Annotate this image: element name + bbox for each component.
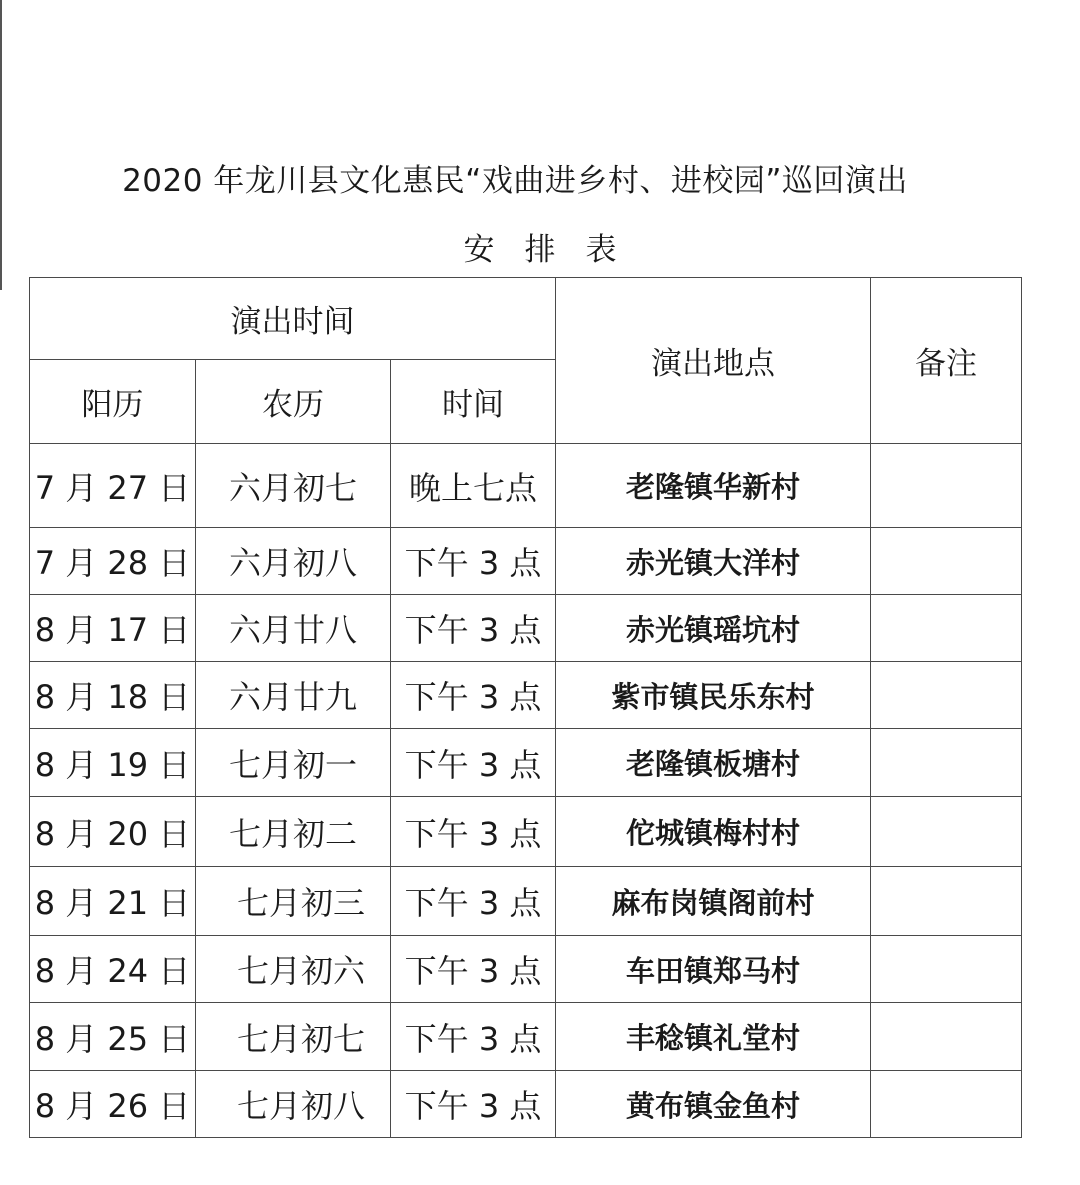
cell-solar-date: 8 月 26 日 [30, 1071, 196, 1138]
table-row [30, 444, 1022, 528]
cell-solar-date: 8 月 19 日 [30, 729, 196, 797]
table-row [30, 1071, 1022, 1138]
header-row-group [30, 278, 1022, 360]
table-row [30, 528, 1022, 595]
table-row [30, 867, 1022, 936]
cell-lunar-date: 六月廿八 [196, 595, 391, 662]
cell-lunar-date: 七月初三 [196, 867, 391, 936]
cell-place: 麻布岗镇阁前村 [556, 867, 871, 936]
cell-place: 黄布镇金鱼村 [556, 1071, 871, 1138]
cell-place: 紫市镇民乐东村 [556, 662, 871, 729]
cell-time: 下午 3 点 [391, 936, 556, 1003]
cell-place: 佗城镇梅村村 [556, 797, 871, 867]
cell-remarks [871, 528, 1022, 595]
cell-lunar-date: 七月初一 [196, 729, 391, 797]
cell-time: 下午 3 点 [391, 1071, 556, 1138]
cell-place: 老隆镇华新村 [556, 444, 871, 528]
cell-lunar-date: 七月初七 [196, 1003, 391, 1071]
header-solar-date: 阳历 [30, 360, 196, 444]
schedule-table [29, 277, 1022, 1138]
cell-time: 晚上七点 [391, 444, 556, 528]
document-title: 2020 年龙川县文化惠民“戏曲进乡村、进校园”巡回演出 [122, 163, 908, 199]
cell-time: 下午 3 点 [391, 528, 556, 595]
header-lunar-date: 农历 [196, 360, 391, 444]
cell-lunar-date: 六月初八 [196, 528, 391, 595]
cell-remarks [871, 595, 1022, 662]
cell-place: 老隆镇板塘村 [556, 729, 871, 797]
cell-lunar-date: 七月初二 [196, 797, 391, 867]
cell-remarks [871, 729, 1022, 797]
table-row [30, 662, 1022, 729]
cell-lunar-date: 七月初六 [196, 936, 391, 1003]
header-performance-time: 演出时间 [30, 278, 556, 360]
table-row [30, 595, 1022, 662]
cell-solar-date: 8 月 24 日 [30, 936, 196, 1003]
document-subtitle: 安排表 [463, 232, 647, 268]
cell-lunar-date: 七月初八 [196, 1071, 391, 1138]
cell-time: 下午 3 点 [391, 729, 556, 797]
cell-place: 丰稔镇礼堂村 [556, 1003, 871, 1071]
cell-solar-date: 8 月 21 日 [30, 867, 196, 936]
cell-time: 下午 3 点 [391, 595, 556, 662]
cell-solar-date: 7 月 27 日 [30, 444, 196, 528]
cell-time: 下午 3 点 [391, 797, 556, 867]
cell-remarks [871, 936, 1022, 1003]
table-row [30, 797, 1022, 867]
cell-solar-date: 8 月 20 日 [30, 797, 196, 867]
cell-lunar-date: 六月廿九 [196, 662, 391, 729]
table-row [30, 936, 1022, 1003]
cell-place: 赤光镇大洋村 [556, 528, 871, 595]
cell-remarks [871, 797, 1022, 867]
table-row [30, 1003, 1022, 1071]
cell-solar-date: 8 月 25 日 [30, 1003, 196, 1071]
cell-time: 下午 3 点 [391, 662, 556, 729]
cell-solar-date: 8 月 17 日 [30, 595, 196, 662]
cell-place: 赤光镇瑶坑村 [556, 595, 871, 662]
cell-remarks [871, 867, 1022, 936]
cell-remarks [871, 1003, 1022, 1071]
cell-remarks [871, 1071, 1022, 1138]
cell-place: 车田镇郑马村 [556, 936, 871, 1003]
cell-remarks [871, 662, 1022, 729]
cell-time: 下午 3 点 [391, 867, 556, 936]
cell-solar-date: 8 月 18 日 [30, 662, 196, 729]
cell-lunar-date: 六月初七 [196, 444, 391, 528]
table-row [30, 729, 1022, 797]
header-time: 时间 [391, 360, 556, 444]
header-performance-place: 演出地点 [556, 278, 871, 444]
cell-solar-date: 7 月 28 日 [30, 528, 196, 595]
cell-time: 下午 3 点 [391, 1003, 556, 1071]
cell-remarks [871, 444, 1022, 528]
header-remarks: 备注 [871, 278, 1022, 444]
